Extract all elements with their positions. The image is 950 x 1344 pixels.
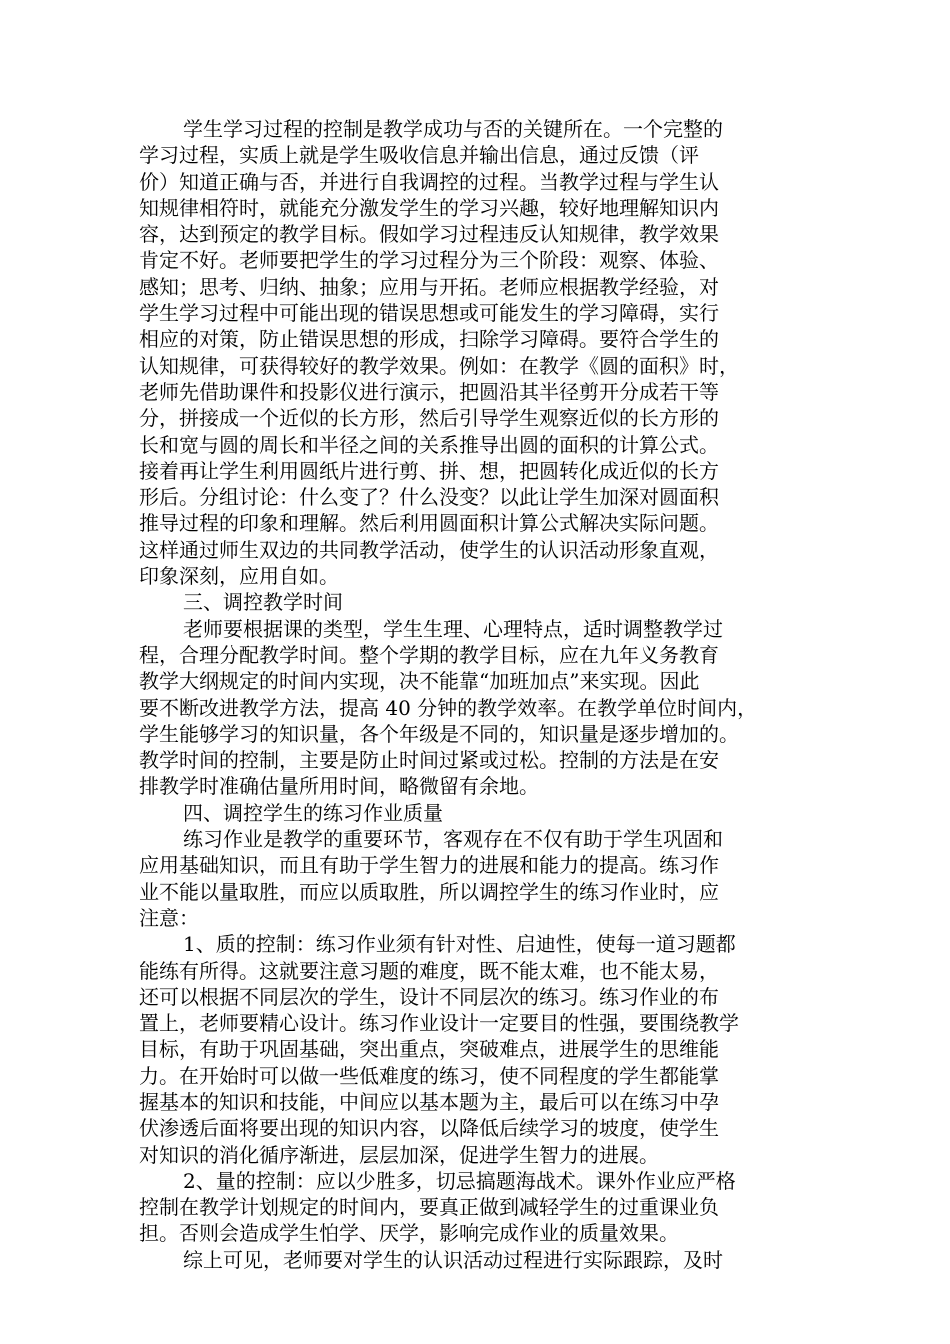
text-line: 伏渗透后面将要出现的知识内容，以降低后续学习的坡度，使学生 bbox=[139, 1116, 719, 1141]
text-line: 印象深刻，应用自如。 bbox=[139, 564, 339, 589]
text-line: 价）知道正确与否，并进行自我调控的过程。当教学过程与学生认 bbox=[139, 169, 719, 194]
text-line: 老师先借助课件和投影仪进行演示，把圆沿其半径剪开分成若干等 bbox=[139, 379, 719, 404]
text-line: 接着再让学生利用圆纸片进行剪、拼、想，把圆转化成近似的长方 bbox=[139, 458, 719, 483]
text-line: 学生学习过程的控制是教学成功与否的关键所在。一个完整的 bbox=[183, 117, 723, 141]
text-line: 担。否则会造成学生怕学、厌学，影响完成作业的质量效果。 bbox=[139, 1221, 679, 1246]
text-line: 能练有所得。这就要注意习题的难度，既不能太难，也不能太易， bbox=[139, 958, 719, 983]
text-line: 握基本的知识和技能，中间应以基本题为主，最后可以在练习中孕 bbox=[139, 1089, 719, 1114]
text-line: 教学时间的控制，主要是防止时间过紧或过松。控制的方法是在安 bbox=[139, 748, 719, 773]
text-line: 知规律相符时，就能充分激发学生的学习兴趣，较好地理解知识内 bbox=[139, 195, 719, 220]
text-line: 还可以根据不同层次的学生，设计不同层次的练习。练习作业的布 bbox=[139, 984, 719, 1009]
text-line: 1、质的控制：练习作业须有针对性、启迪性，使每一道习题都 bbox=[183, 932, 736, 957]
text-line: 学生学习过程中可能出现的错误思想或可能发生的学习障碍，实行 bbox=[139, 301, 719, 326]
text-line: 长和宽与圆的周长和半径之间的关系推导出圆的面积的计算公式。 bbox=[139, 432, 719, 457]
text-line: 置上，老师要精心设计。练习作业设计一定要目的性强，要围绕教学 bbox=[139, 1011, 739, 1036]
text-line: 力。在开始时可以做一些低难度的练习，使不同程度的学生都能掌 bbox=[139, 1063, 719, 1088]
text-line: 业不能以量取胜，而应以质取胜，所以调控学生的练习作业时，应 bbox=[139, 879, 719, 904]
text-line: 老师要根据课的类型，学生生理、心理特点，适时调整教学过 bbox=[183, 616, 723, 641]
text-line: 相应的对策，防止错误思想的形成，扫除学习障碍。要符合学生的 bbox=[139, 327, 719, 352]
text-line: 排教学时准确估量所用时间，略微留有余地。 bbox=[139, 774, 539, 799]
text-line: 推导过程的印象和理解。然后利用圆面积计算公式解决实际问题。 bbox=[139, 511, 719, 536]
text-line: 形后。分组讨论：什么变了？什么没变？以此让学生加深对圆面积 bbox=[139, 485, 719, 510]
text-line: 教学大纲规定的时间内实现，决不能靠“加班加点”来实现。因此 bbox=[139, 669, 700, 694]
text-line: 应用基础知识，而且有助于学生智力的进展和能力的提高。练习作 bbox=[139, 853, 719, 878]
text-line: 学生能够学习的知识量，各个年级是不同的，知识量是逐步增加的。 bbox=[139, 721, 739, 746]
text-line: 注意： bbox=[139, 905, 199, 930]
text-line: 2、量的控制：应以少胜多，切忌搞题海战术。课外作业应严格 bbox=[183, 1168, 736, 1193]
text-line: 分，拼接成一个近似的长方形，然后引导学生观察近似的长方形的 bbox=[139, 406, 719, 431]
text-line: 认知规律，可获得较好的教学效果。例如：在教学《圆的面积》时， bbox=[139, 353, 739, 378]
text-line: 练习作业是教学的重要环节，客观存在不仅有助于学生巩固和 bbox=[183, 827, 723, 852]
text-line: 感知；思考、归纳、抽象；应用与开拓。老师应根据教学经验，对 bbox=[139, 274, 719, 299]
text-line: 程，合理分配教学时间。整个学期的教学目标，应在九年义务教育 bbox=[139, 642, 719, 667]
text-line: 容，达到预定的教学目标。假如学习过程违反认知规律，教学效果 bbox=[139, 222, 719, 247]
text-line: 三、调控教学时间 bbox=[183, 590, 343, 615]
body-text bbox=[139, 116, 819, 1273]
text-line: 目标，有助于巩固基础，突出重点，突破难点，进展学生的思维能 bbox=[139, 1037, 719, 1062]
text-line: 控制在教学计划规定的时间内，要真正做到减轻学生的过重课业负 bbox=[139, 1195, 719, 1220]
text-line: 要不断改进教学方法，提高 40 分钟的教学效率。在教学单位时间内， bbox=[139, 695, 758, 720]
text-line: 这样通过师生双边的共同教学活动，使学生的认识活动形象直观， bbox=[139, 537, 719, 562]
text-line: 学习过程，实质上就是学生吸收信息并输出信息，通过反馈（评 bbox=[139, 143, 699, 168]
text-line: 综上可见，老师要对学生的认识活动过程进行实际跟踪，及时 bbox=[183, 1247, 723, 1272]
text-line: 肯定不好。老师要把学生的学习过程分为三个阶段：观察、体验、 bbox=[139, 248, 719, 273]
text-line: 对知识的消化循序渐进，层层加深，促进学生智力的进展。 bbox=[139, 1142, 659, 1167]
text-line: 四、调控学生的练习作业质量 bbox=[183, 800, 443, 825]
